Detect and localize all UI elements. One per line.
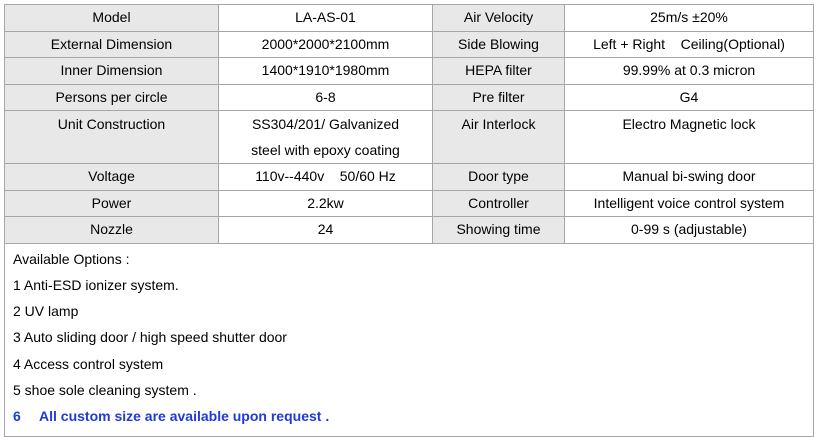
spec-value: LA-AS-01 [219,5,433,32]
table-row [5,217,814,244]
custom-size-number: 6 [13,408,21,425]
spec-value: 6-8 [219,84,433,111]
spec-label: HEPA filter [433,58,565,85]
spec-label: Inner Dimension [5,58,219,85]
option-item: 5 shoe sole cleaning system . [13,381,197,398]
table-row [5,31,814,58]
spec-label: Persons per circle [5,84,219,111]
spec-value: 24 [219,217,433,244]
spec-value: 0-99 s (adjustable) [565,217,814,244]
spec-label: Door type [433,164,565,191]
spec-label: Side Blowing [433,31,565,58]
spec-value-line: SS304/201/ Galvanized [251,116,400,132]
table-row [5,190,814,217]
spec-label: Model [5,5,219,32]
spec-label: Air Interlock [433,111,565,164]
spec-label: Air Velocity [433,5,565,32]
spec-value: 2.2kw [219,190,433,217]
spec-value-line: steel with epoxy coating [251,142,400,158]
options-row [5,243,814,436]
spec-label: Controller [433,190,565,217]
table-row [5,58,814,85]
spec-value: Manual bi-swing door [565,164,814,191]
spec-value: Left + Right Ceiling(Optional) [565,31,814,58]
custom-size-text: All custom size are available upon request . [39,408,330,425]
spec-label: Unit Construction [5,111,219,164]
spec-value: 1400*1910*1980mm [219,58,433,85]
table-row [5,164,814,191]
spec-value-multiline [219,111,433,164]
spec-value: 25m/s ±20% [565,5,814,32]
spec-value: 2000*2000*2100mm [219,31,433,58]
spec-value: 110v--440v 50/60 Hz [219,164,433,191]
option-item: 2 UV lamp [13,303,79,320]
spec-value: G4 [565,84,814,111]
spec-table [4,4,814,437]
spec-label: External Dimension [5,31,219,58]
spec-label: Power [5,190,219,217]
table-row [5,5,814,32]
spec-label: Pre filter [433,84,565,111]
spec-value: Electro Magnetic lock [565,111,814,164]
options-heading: Available Options : [13,250,130,267]
spec-label: Showing time [433,217,565,244]
table-row [5,111,814,164]
spec-label: Nozzle [5,217,219,244]
table-row [5,84,814,111]
options-cell [5,243,814,436]
option-item: 3 Auto sliding door / high speed shutter door [13,329,287,346]
option-item: 1 Anti-ESD ionizer system. [13,276,179,293]
spec-value: 99.99% at 0.3 micron [565,58,814,85]
spec-label: Voltage [5,164,219,191]
option-item: 4 Access control system [13,355,164,372]
spec-value: Intelligent voice control system [565,190,814,217]
custom-size-note [13,403,805,429]
